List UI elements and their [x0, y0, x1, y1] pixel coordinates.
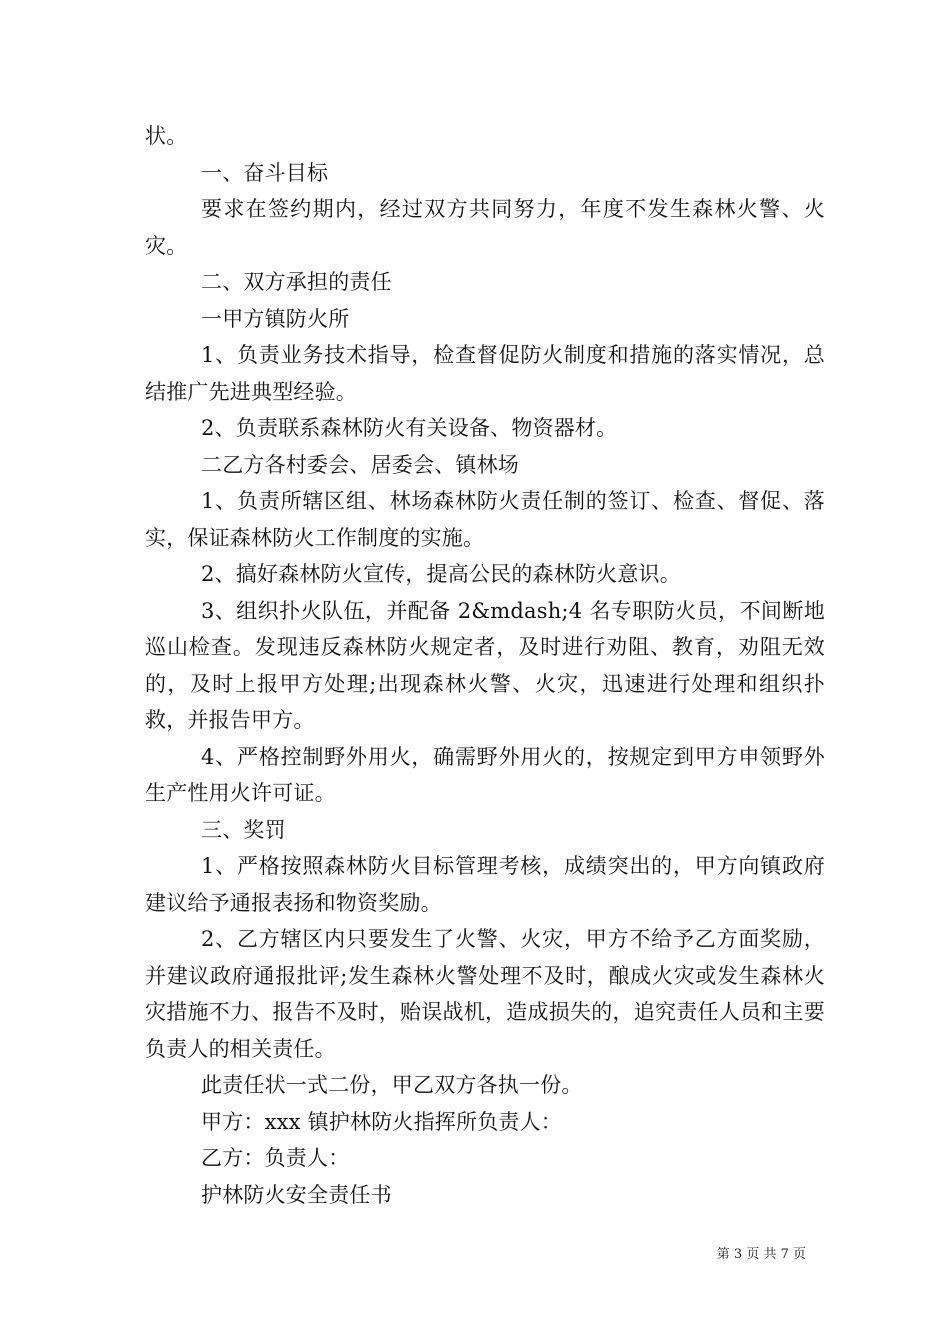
paragraph-1: 状。 — [145, 124, 188, 148]
party-a-item-2: 2、负责联系森林防火有关设备、物资器材。 — [201, 416, 618, 440]
party-b-item-4: 4、严格控制野外用火，确需野外用火的，按规定到甲方申领野外生产性用火许可证。 — [145, 744, 825, 805]
party-b-signature-line: 乙方：负责人： — [201, 1146, 350, 1170]
party-b-heading: 二乙方各村委会、居委会、镇林场 — [201, 452, 519, 477]
document-body — [145, 118, 825, 1213]
party-b-item-1: 1、负责所辖区组、林场森林防火责任制的签订、检查、督促、落实，保证森林防火工作制度的实施。 — [145, 489, 825, 550]
copies-statement: 此责任状一式二份，甲乙双方各执一份。 — [201, 1073, 583, 1097]
section-heading-goal: 一、奋斗目标 — [201, 160, 329, 185]
section-heading-responsibilities: 二、双方承担的责任 — [201, 270, 392, 294]
party-a-item-1: 1、负责业务技术指导，检查督促防火制度和措施的落实情况，总结推广先进典型经验。 — [145, 343, 825, 404]
party-a-heading: 一甲方镇防火所 — [201, 306, 350, 331]
party-a-signature-line: 甲方：xxx 镇护林防火指挥所负责人： — [201, 1109, 563, 1134]
party-b-item-3: 3、组织扑火队伍，并配备 2&mdash;4 名专职防火员，不间断地巡山检查。发现违反森林防火规定者，及时进行劝阻、教育，劝阻无效的，及时上报甲方处理;出现森林火警、火灾，迅速进行处理和组织扑救，并报告甲方。 — [145, 598, 825, 732]
rewards-item-1: 1、严格按照森林防火目标管理考核，成绩突出的，甲方向镇政府建议给予通报表扬和物资奖励。 — [145, 854, 825, 915]
rewards-item-2: 2、乙方辖区内只要发生了火警、火灾，甲方不给予乙方面奖励，并建议政府通报批评;发生森林火警处理不及时，酿成火灾或发生森林火灾措施不力、报告不及时，贻误战机，造成损失的，追究责任人员和主要负责人的相关责任。 — [145, 927, 825, 1061]
page-number-footer: 第 3 页 共 7 页 — [716, 1247, 806, 1262]
paragraph-goal: 要求在签约期内，经过双方共同努力，年度不发生森林火警、火灾。 — [145, 197, 825, 258]
party-b-item-2: 2、搞好森林防火宣传，提高公民的森林防火意识。 — [201, 562, 681, 586]
section-heading-rewards: 三、奖罚 — [201, 817, 286, 842]
next-document-title: 护林防火安全责任书 — [201, 1182, 392, 1207]
